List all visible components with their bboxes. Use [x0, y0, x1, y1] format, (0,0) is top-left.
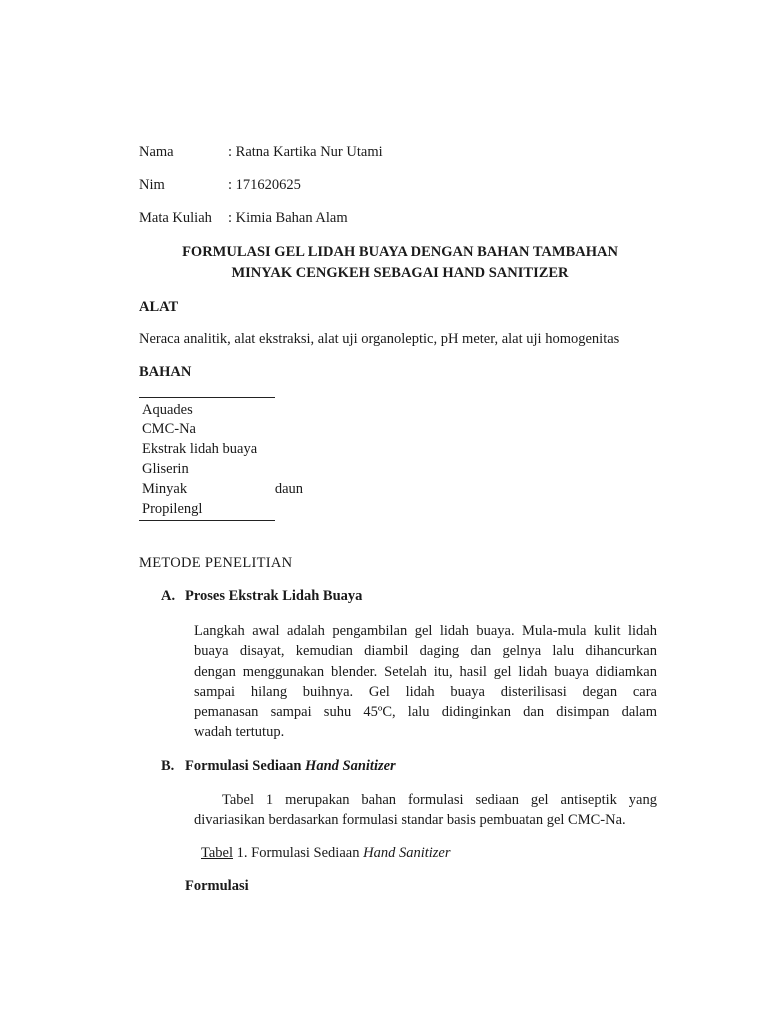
- nim-label: Nim: [139, 177, 165, 193]
- bahan-item: Propilengl: [142, 501, 203, 517]
- bahan-item: Gliserin: [142, 461, 189, 477]
- bahan-item: Aquades: [142, 402, 193, 418]
- bahan-item-word: Minyak: [142, 481, 188, 497]
- caption-plain: 1. Formulasi Sediaan: [233, 845, 364, 861]
- document-title-line1: FORMULASI GEL LIDAH BUAYA DENGAN BAHAN TAMBAHAN: [182, 244, 618, 260]
- nama-label: Nama: [139, 144, 174, 160]
- paragraph-line: pemanasan sampai suhu 45ºC, lalu didinginkan dan disimpan dalam: [194, 704, 657, 721]
- table-caption: [201, 845, 451, 862]
- bahan-item: Ekstrak lidah buaya: [142, 441, 258, 457]
- bahan-heading: BAHAN: [139, 364, 192, 380]
- caption-italic: Hand Sanitizer: [363, 845, 451, 861]
- section-a-label: A.: [161, 588, 176, 604]
- section-b-label: B.: [161, 758, 175, 774]
- mata-kuliah-value: : Kimia Bahan Alam: [228, 210, 348, 226]
- paragraph-line: wadah tertutup.: [194, 724, 285, 741]
- bahan-table: [139, 397, 303, 521]
- section-b-title-plain: Formulasi Sediaan: [185, 758, 306, 774]
- document-title-line2: MINYAK CENGKEH SEBAGAI HAND SANITIZER: [231, 265, 569, 281]
- metode-heading: METODE PENELITIAN: [139, 555, 293, 571]
- table-header-formulasi: Formulasi: [185, 878, 249, 894]
- bahan-item-minyak-daun: [142, 481, 303, 498]
- alat-text: Neraca analitik, alat ekstraksi, alat uji organoleptic, pH meter, alat uji homogenitas: [139, 331, 620, 347]
- paragraph-line: dengan menggunakan blender. Setelah itu, hasil gel lidah buaya didiamkan: [194, 663, 657, 680]
- alat-heading: ALAT: [139, 299, 179, 315]
- nim-value: : 171620625: [228, 177, 301, 193]
- section-b-title-italic: Hand Sanitizer: [305, 758, 396, 774]
- section-b-title: [185, 758, 396, 775]
- section-a-paragraph: [194, 621, 657, 743]
- bahan-item-word: daun: [274, 481, 303, 497]
- nama-value: : Ratna Kartika Nur Utami: [228, 144, 383, 160]
- paragraph-line: divariasikan berdasarkan formulasi standar basis pembuatan gel CMC-Na.: [194, 812, 626, 829]
- bahan-item: CMC-Na: [142, 421, 196, 437]
- section-a-title: Proses Ekstrak Lidah Buaya: [185, 588, 363, 604]
- mata-kuliah-label: Mata Kuliah: [139, 210, 212, 226]
- paragraph-line: buaya disayat, kemudian diambil daging dan gelnya lalu dihancurkan: [194, 643, 657, 660]
- paragraph-line: Langkah awal adalah pengambilan gel lidah buaya. Mula-mula kulit lidah: [194, 623, 657, 639]
- section-b-paragraph: [194, 790, 657, 831]
- caption-tabel-word: Tabel: [201, 845, 233, 861]
- paragraph-line: sampai hilang buihnya. Gel lidah buaya disterilisasi degan cara: [194, 683, 657, 700]
- paragraph-line: Tabel 1 merupakan bahan formulasi sediaan gel antiseptik yang: [222, 792, 657, 808]
